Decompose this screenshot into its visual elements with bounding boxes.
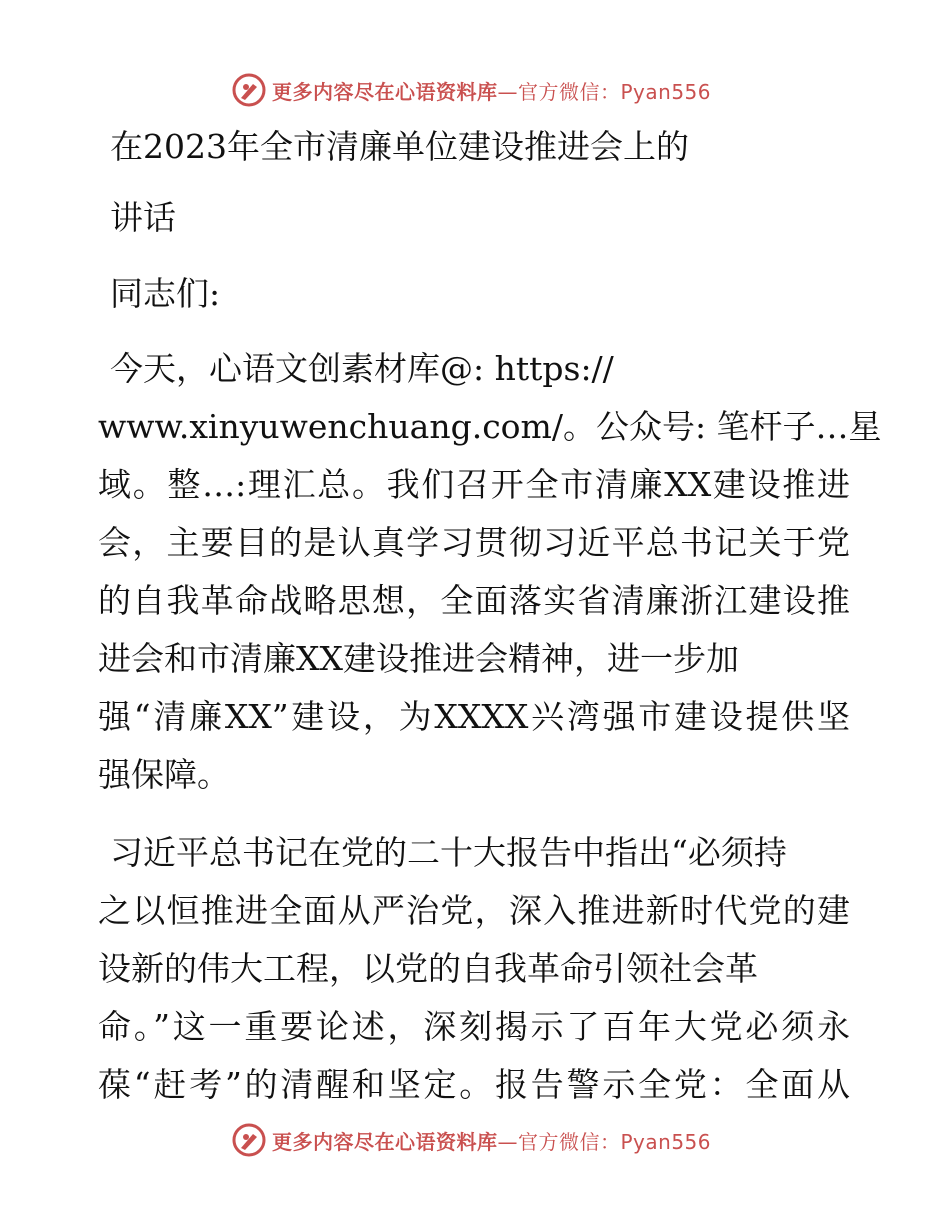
paragraph-1-line: 强“清廉XX”建设，为XXXX兴湾强市建设提供坚 bbox=[98, 697, 850, 736]
document-title-line-2: 讲话 bbox=[110, 198, 176, 237]
paragraph-1-line: 今天，心语文创素材库@: https:// bbox=[110, 349, 614, 388]
document-title-line-1: 在2023年全市清廉单位建设推进会上的 bbox=[110, 127, 689, 166]
watermark-text: 更多内容尽在心语资料库—官方微信：Pyan556 bbox=[272, 1129, 712, 1154]
paragraph-1-line: 的自我革命战略思想，全面落实省清廉浙江建设推 bbox=[98, 581, 850, 620]
paragraph-1-line: 域。整…:理汇总。我们召开全市清廉XX建设推进 bbox=[98, 465, 850, 504]
paragraph-2-line: 葆“赶考”的清醒和坚定。报告警示全党：全面从 bbox=[98, 1065, 850, 1104]
greeting: 同志们: bbox=[110, 274, 221, 313]
paragraph-1-line: 进会和市清廉XX建设推进会精神，进一步加 bbox=[98, 639, 739, 678]
paragraph-2-line: 设新的伟大工程，以党的自我革命引领社会革 bbox=[98, 949, 758, 988]
pen-logo-icon bbox=[232, 1123, 266, 1157]
pen-logo-icon bbox=[232, 73, 266, 107]
paragraph-2-line: 习近平总书记在党的二十大报告中指出“必须持 bbox=[110, 833, 787, 872]
paragraph-1-line: 强保障。 bbox=[98, 755, 230, 794]
paragraph-2-line: 之以恒推进全面从严治党，深入推进新时代党的建 bbox=[98, 891, 850, 930]
paragraph-1-line: 会，主要目的是认真学习贯彻习近平总书记关于党 bbox=[98, 523, 850, 562]
paragraph-2-line: 命。”这一重要论述，深刻揭示了百年大党必须永 bbox=[98, 1007, 850, 1046]
paragraph-1-line: www.xinyuwenchuang.com/。公众号: 笔杆子…星 bbox=[98, 407, 882, 446]
watermark-text: 更多内容尽在心语资料库—官方微信：Pyan556 bbox=[272, 79, 712, 104]
header-watermark bbox=[232, 72, 711, 108]
footer-watermark bbox=[232, 1122, 711, 1158]
